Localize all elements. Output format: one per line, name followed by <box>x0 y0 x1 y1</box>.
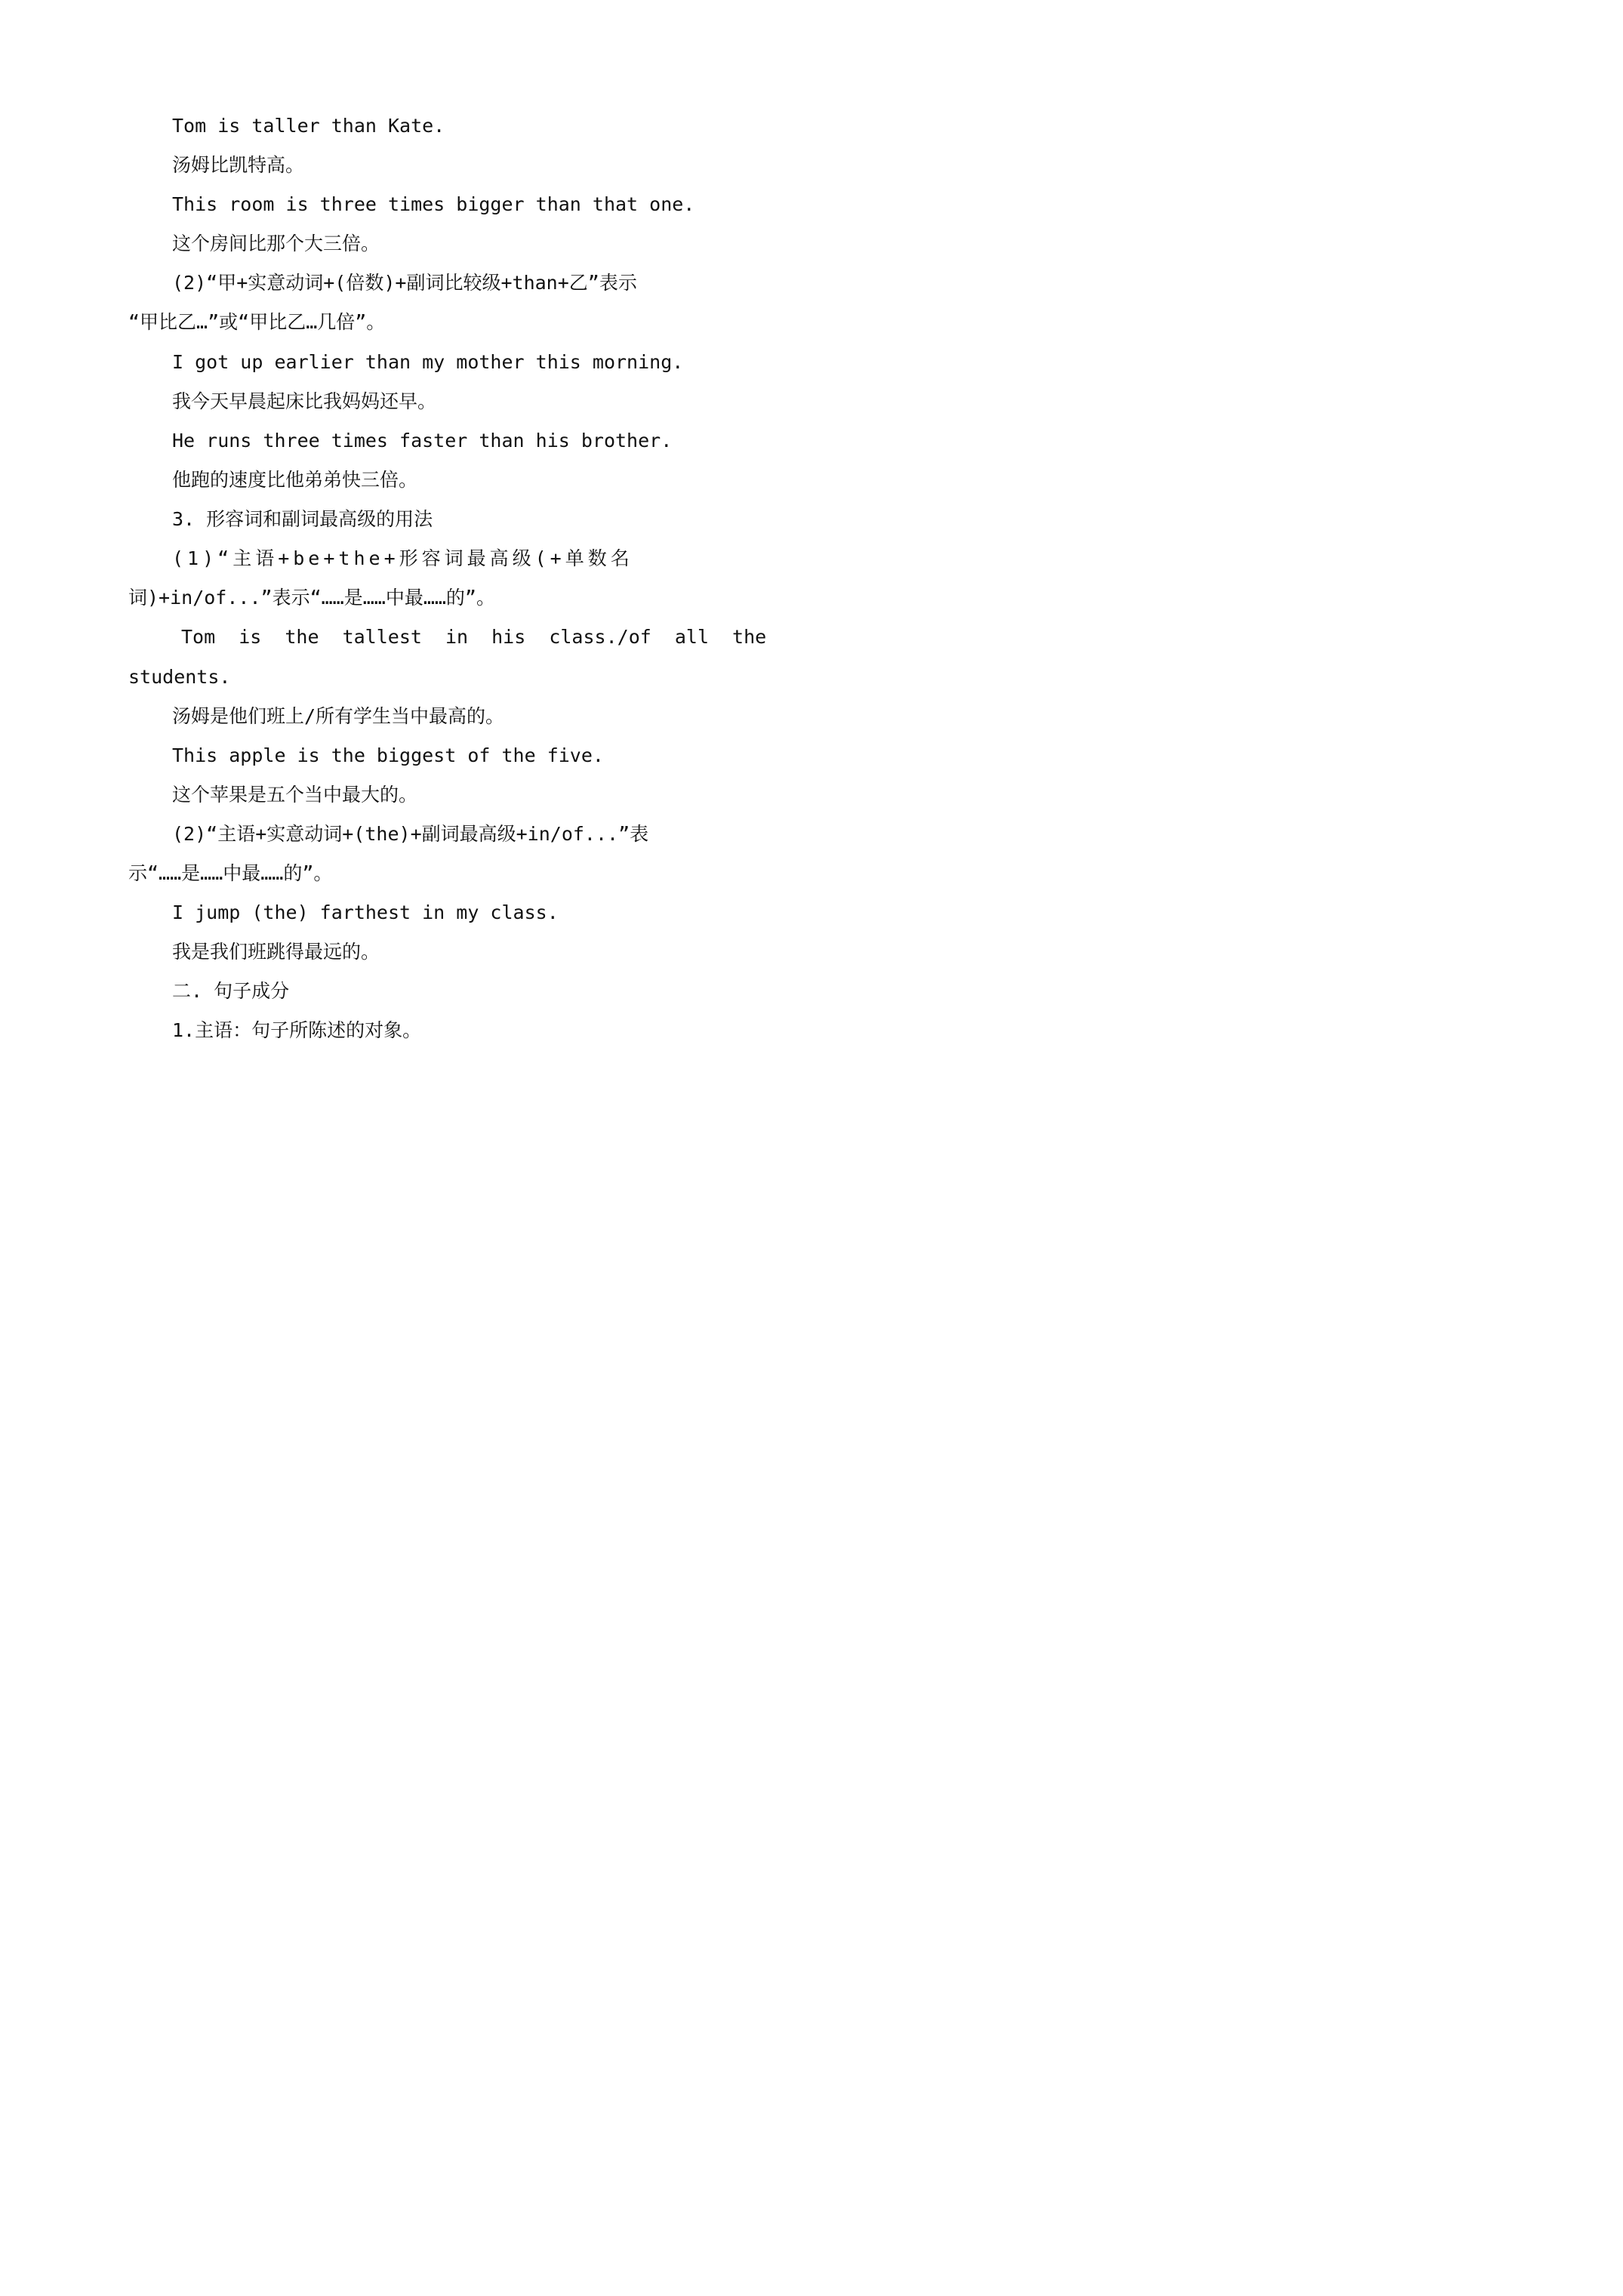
example-sentence: He runs three times faster than his brother. <box>172 430 673 451</box>
translation-line: 这个房间比那个大三倍。 <box>172 233 380 254</box>
translation-line: 汤姆比凯特高。 <box>172 154 305 176</box>
example-sentence: This room is three times bigger than that one. <box>172 193 695 215</box>
rule-continuation: 示“……是……中最……的”。 <box>128 862 333 884</box>
example-sentence: I got up earlier than my mother this morning. <box>172 351 684 373</box>
translation-line: 我是我们班跳得最远的。 <box>172 941 380 963</box>
translation-line: 我今天早晨起床比我妈妈还早。 <box>172 390 437 412</box>
example-sentence: Tom is the tallest in his class./of all the <box>181 626 767 648</box>
translation-line: 他跑的速度比他弟弟快三倍。 <box>172 469 418 491</box>
section-heading: 3. 形容词和副词最高级的用法 <box>172 508 433 530</box>
rule-line: (1)“主语+be+the+形容词最高级(+单数名 <box>172 547 633 569</box>
example-sentence: I jump (the) farthest in my class. <box>172 901 559 923</box>
translation-line: 汤姆是他们班上/所有学生当中最高的。 <box>172 705 505 727</box>
example-sentence: Tom is taller than Kate. <box>172 115 445 137</box>
document-page <box>0 0 830 1175</box>
rule-line: (2)“甲+实意动词+(倍数)+副词比较级+than+乙”表示 <box>172 272 637 294</box>
example-continuation: students. <box>128 666 231 688</box>
translation-line: 这个苹果是五个当中最大的。 <box>172 784 418 806</box>
rule-continuation: “甲比乙…”或“甲比乙…几倍”。 <box>128 311 386 333</box>
example-sentence: This apple is the biggest of the five. <box>172 744 604 766</box>
rule-line: (2)“主语+实意动词+(the)+副词最高级+in/of...”表 <box>172 823 649 845</box>
section-heading: 二. 句子成分 <box>172 980 290 1002</box>
definition-line: 1.主语：句子所陈述的对象。 <box>172 1019 422 1041</box>
rule-continuation: 词)+in/of...”表示“……是……中最……的”。 <box>128 587 495 609</box>
